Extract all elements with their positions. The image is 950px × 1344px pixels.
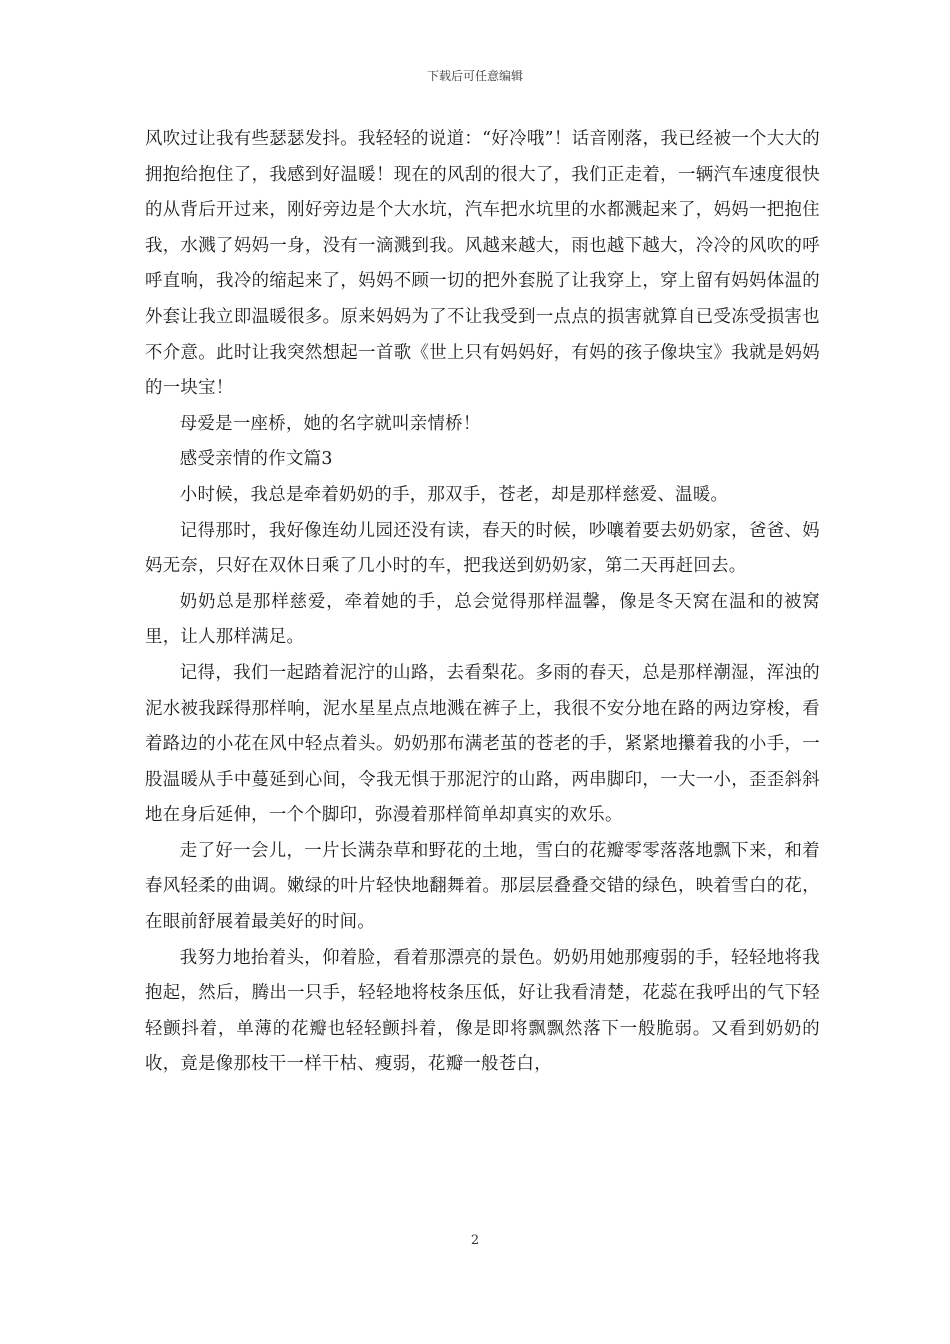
paragraph: 母爱是一座桥，她的名字就叫亲情桥！ [179,413,481,434]
paragraph-continued: 风吹过让我有些瑟瑟发抖。我轻轻的说道：“好冷哦”！话音刚落，我已经被一个大大的拥抱给抱住了，我感到好温暖！现在的风刮的很大了，我们正走着，一辆汽车速度很快的从背后开过来，刚好旁边是个大水坑，汽车把水坑里的水都溅起来了，妈妈一把抱住我，水溅了妈妈一身，没有一滴溅到我。风越来越大，雨也越下越大，冷冷的风吹的呼呼直响，我冷的缩起来了，妈妈不顾一切的把外套脱了让我穿上，穿上留有妈妈体温的外套让我立即温暖很多。原来妈妈为了不让我受到一点点的损害就算自已受冻受损害也不介意。此时让我突然想起一首歌《世上只有妈妈好，有妈的孩子像块宝》我就是妈妈的一块宝！ [145,129,820,399]
paragraph: 小时候，我总是牵着奶奶的手，那双手，苍老，却是那样慈爱、温暖。 [179,484,729,505]
paragraph: 走了好一会儿，一片长满杂草和野花的土地，雪白的花瓣零零落落地飘下来，和着春风轻柔的曲调。嫩绿的叶片轻快地翻舞着。那层层叠叠交错的绿色，映着雪白的花，在眼前舒展着最美好的时间。 [145,840,820,933]
paragraph: 记得，我们一起踏着泥泞的山路，去看梨花。多雨的春天，总是那样潮湿，浑浊的泥水被我踩得那样响，泥水星星点点地溅在裤子上，我很不安分地在路的两边穿梭，看着路边的小花在风中轻点着头。奶奶那布满老茧的苍老的手，紧紧地攥着我的小手，一股温暖从手中蔓延到心间，令我无惧于那泥泞的山路，两串脚印，一大一小，歪歪斜斜地在身后延伸，一个个脚印，弥漫着那样简单却真实的欢乐。 [145,662,820,826]
paragraph: 记得那时，我好像连幼儿园还没有读，春天的时候，吵嚷着要去奶奶家，爸爸、妈妈无奈，只好在双休日乘了几小时的车，把我送到奶奶家，第二天再赶回去。 [145,520,820,577]
page-header: 下载后可任意编辑 [426,69,523,83]
paragraph: 我努力地抬着头，仰着脸，看着那漂亮的景色。奶奶用她那瘦弱的手，轻轻地将我抱起，然后，腾出一只手，轻轻地将枝条压低，好让我看清楚，花蕊在我呼出的气下轻轻颤抖着，单薄的花瓣也轻轻颤抖着，像是即将飘飘然落下一般脆弱。又看到奶奶的收，竟是像那枝干一样干枯、瘦弱，花瓣一般苍白， [145,947,820,1075]
section-heading: 感受亲情的作文篇3 [179,449,333,470]
document-body [145,122,820,1083]
page-number: 2 [470,1233,480,1248]
paragraph: 奶奶总是那样慈爱，牵着她的手，总会觉得那样温馨，像是冬天窝在温和的被窝里，让人那样满足。 [145,591,820,648]
